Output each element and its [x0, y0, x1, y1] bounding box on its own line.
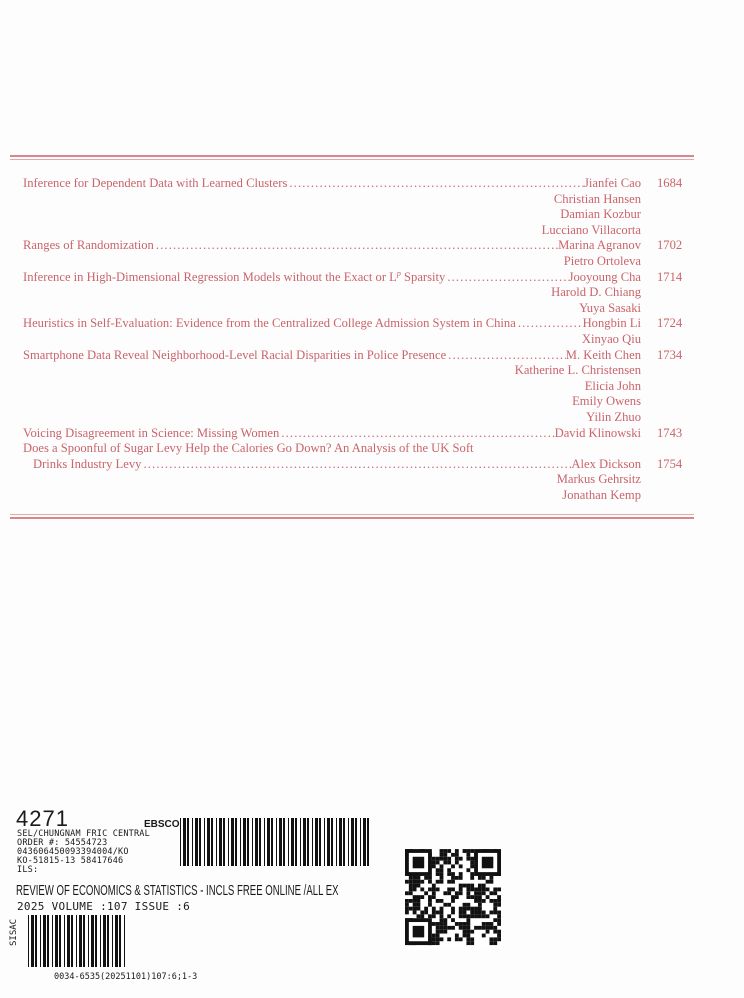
bottom-rule [10, 514, 694, 521]
article-title: Inference for Dependent Data with Learned Clusters [23, 176, 288, 190]
qr-code-icon [405, 849, 501, 949]
toc-entry [23, 270, 685, 317]
label-line: ILS: [17, 865, 39, 875]
page-number: 1714 [657, 269, 683, 284]
journal-title: REVIEW OF ECONOMICS & STATISTICS - INCLS FREE ONLINE /ALL EX [16, 882, 339, 899]
author-name: Jooyoung Cha [568, 269, 641, 284]
article-title: Does a Spoonful of Sugar Levy Help the Calories Go Down? An Analysis of the UK Soft [23, 441, 474, 456]
article-title: Ranges of Randomization [23, 238, 154, 253]
article-title: Voicing Disagreement in Science: Missing Women [23, 425, 280, 440]
page-number: 1684 [657, 176, 683, 190]
author-name: Lucciano Villacorta [541, 222, 641, 237]
label-number: 4271 [16, 806, 69, 831]
label-line: KO-51815-13 58417646 [17, 856, 124, 866]
page-number: 1734 [657, 347, 683, 362]
table-of-contents [23, 176, 685, 503]
leader-dots [279, 426, 554, 442]
article-title: Inference in High-Dimensional Regression Models without the Exact or $L^p$ Sparsity [23, 268, 446, 284]
author-name: Marina Agranov [558, 238, 641, 253]
author-name: Harold D. Chiang [551, 285, 641, 300]
toc-entry [23, 238, 685, 269]
author-name: Jonathan Kemp [562, 487, 641, 502]
author-name: Jianfei Cao [583, 176, 641, 190]
author-name: Damian Kozbur [560, 207, 641, 222]
toc-entry [23, 316, 685, 347]
toc-entry [23, 176, 685, 238]
author-name: Markus Gehrsitz [556, 472, 641, 487]
article-title: Smartphone Data Reveal Neighborhood-Level Racial Disparities in Police Presence [23, 347, 447, 362]
page-number: 1754 [657, 456, 683, 471]
toc-entry [23, 426, 685, 442]
author-name: Yuya Sasaki [579, 300, 641, 315]
leader-dots [154, 238, 558, 254]
leader-dots [141, 457, 571, 473]
leader-dots [287, 176, 584, 192]
toc-entry [23, 348, 685, 426]
page-number: 1702 [657, 238, 683, 253]
author-name: Katherine L. Christensen [514, 363, 641, 378]
sisac-label: SISAC [9, 918, 19, 946]
page-number: 1743 [657, 425, 683, 440]
barcode-icon [180, 818, 370, 866]
label-line: SEL/CHUNGNAM FRIC CENTRAL [17, 829, 150, 839]
leader-dots [445, 270, 568, 286]
author-name: M. Keith Chen [565, 347, 641, 362]
author-name: Yilin Zhuo [586, 409, 641, 424]
author-name: Hongbin Li [582, 316, 641, 331]
author-name: Elicia John [584, 378, 641, 393]
author-name: Alex Dickson [571, 456, 641, 471]
barcode-icon [28, 915, 128, 967]
author-name: Emily Owens [572, 394, 641, 409]
article-title: Heuristics in Self-Evaluation: Evidence from the Centralized College Admission System in China [23, 316, 516, 331]
author-name: Christian Hansen [553, 191, 641, 206]
label-line: 043606450093394004/KO [17, 847, 129, 857]
top-rule [10, 155, 694, 162]
page-number: 1724 [657, 316, 683, 331]
volume-line: 2025 VOLUME :107 ISSUE :6 [17, 900, 191, 913]
label-line: ORDER #: 54554723 [17, 838, 108, 848]
author-name: David Klinowski [554, 425, 641, 440]
author-name: Pietro Ortoleva [563, 253, 641, 268]
article-title: Drinks Industry Levy [33, 456, 142, 471]
toc-entry [23, 441, 685, 503]
author-name: Xinyao Qiu [581, 331, 641, 346]
leader-dots [446, 348, 566, 364]
sisac-code: 0034-6535(20251101)107:6;1-3 [54, 972, 198, 982]
leader-dots [516, 316, 583, 332]
vendor-name: EBSCO [144, 819, 180, 830]
library-label [9, 806, 386, 986]
